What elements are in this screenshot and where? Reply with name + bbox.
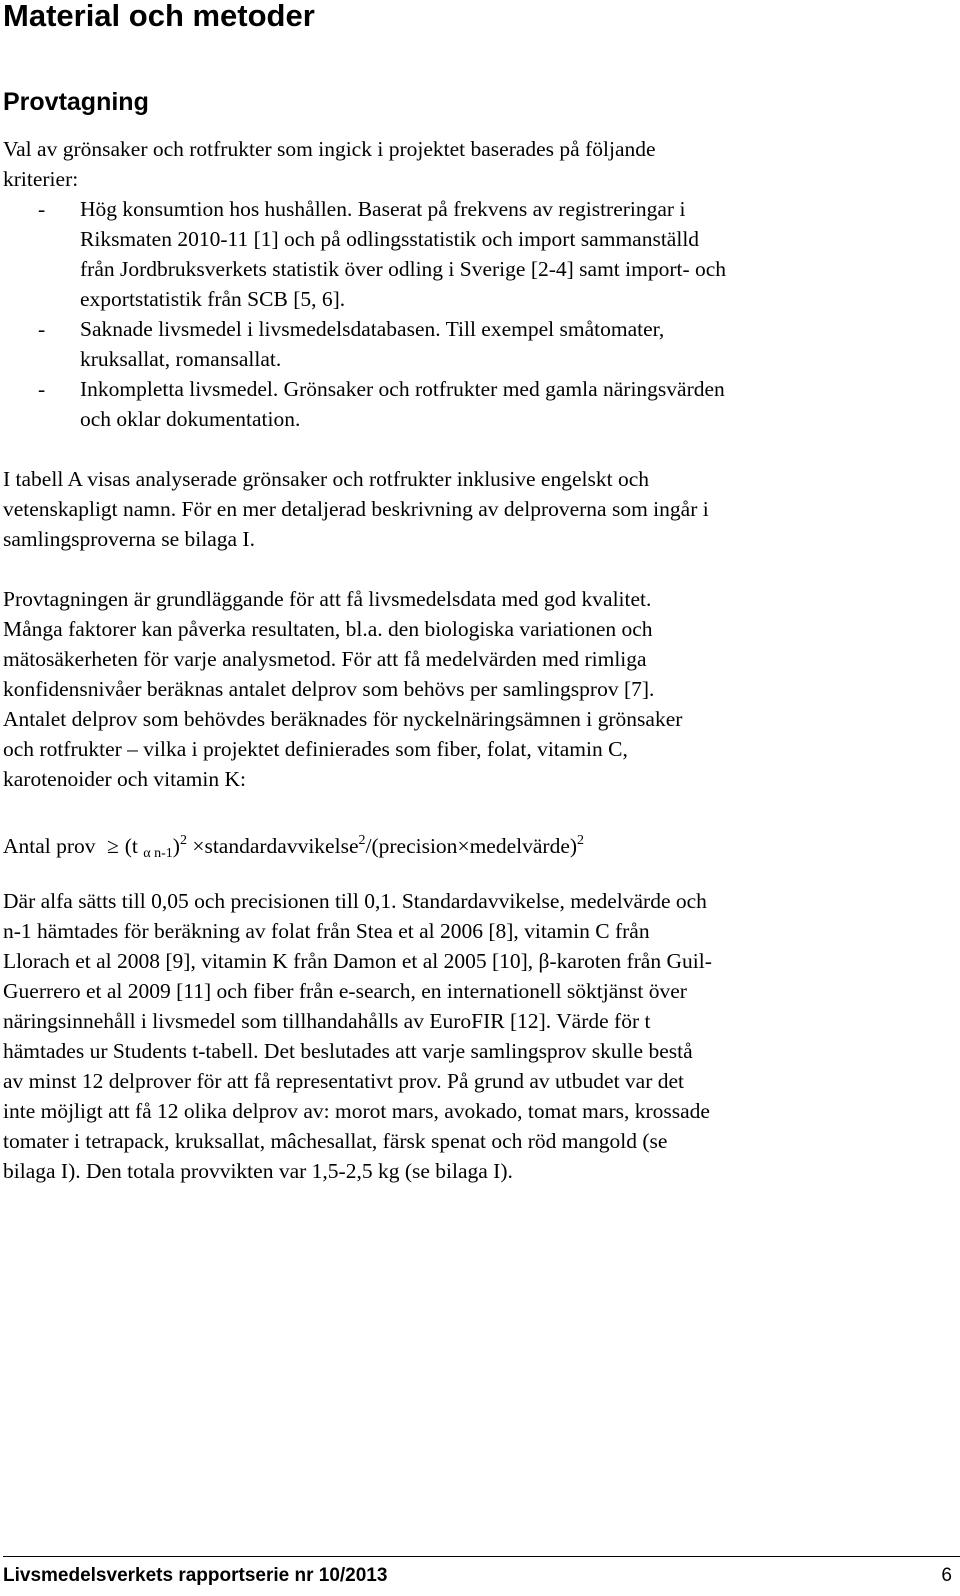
- paragraph-line: näringsinnehåll i livsmedel som tillhandahålls av EuroFIR [12]. Värde för t: [3, 1009, 651, 1033]
- times-symbol: ×: [192, 834, 205, 858]
- paragraph-line: av minst 12 delprover för att få representativt prov. På grund av utbudet var det: [3, 1069, 685, 1093]
- list-item-line: kruksallat, romansallat.: [80, 347, 282, 371]
- footer-divider: [3, 1556, 960, 1557]
- paragraph-line: samlingsproverna se bilaga I.: [3, 527, 255, 551]
- list-item-line: exportstatistik från SCB [5, 6].: [80, 287, 346, 311]
- footer-series: Livsmedelsverkets rapportserie nr 10/2013: [3, 1565, 388, 1586]
- formula-mean: medelvärde): [469, 834, 578, 858]
- formula-exponent: 2: [577, 833, 585, 848]
- list-bullet: -: [38, 377, 46, 401]
- paragraph-line: I tabell A visas analyserade grönsaker och rotfrukter inklusive engelskt och: [3, 467, 649, 491]
- page-number: 6: [941, 1565, 952, 1586]
- paragraph-line: inte möjligt att få 12 olika delprov av: morot mars, avokado, tomat mars, krossade: [3, 1099, 710, 1123]
- paragraph-line: Antalet delprov som behövdes beräknades för nyckelnäringsämnen i grönsaker: [3, 707, 683, 731]
- greater-equal-symbol: ≥: [106, 834, 119, 858]
- formula-sd: standardavvikelse: [204, 834, 359, 858]
- formula-t-close: ): [172, 834, 180, 858]
- paragraph-line: n-1 hämtades för beräkning av folat från Stea et al 2006 [8], vitamin C från: [3, 919, 650, 943]
- list-bullet: -: [38, 317, 46, 341]
- paragraph-line: Llorach et al 2008 [9], vitamin K från Damon et al 2005 [10], β-karoten från Guil-: [3, 949, 712, 973]
- paragraph-line: Provtagningen är grundläggande för att få livsmedelsdata med god kvalitet.: [3, 587, 652, 611]
- times-symbol: ×: [457, 834, 470, 858]
- formula-t-open: (t: [124, 834, 138, 858]
- formula-exponent: 2: [179, 833, 187, 848]
- list-item-line: Saknade livsmedel i livsmedelsdatabasen. Till exempel småtomater,: [80, 317, 665, 341]
- paragraph-line: vetenskapligt namn. För en mer detaljerad beskrivning av delproverna som ingår i: [3, 497, 709, 521]
- paragraph-line: Guerrero et al 2009 [11] och fiber från e-search, en internationell söktjänst över: [3, 979, 687, 1003]
- paragraph-line: konfidensnivåer beräknas antalet delprov som behövs per samlingsprov [7].: [3, 677, 655, 701]
- paragraph-line: Där alfa sätts till 0,05 och precisionen till 0,1. Standardavvikelse, medelvärde och: [3, 889, 707, 913]
- list-item-line: Riksmaten 2010-11 [1] och på odlingsstatistik och import sammanställd: [80, 227, 700, 251]
- paragraph-line: Många faktorer kan påverka resultaten, bl.a. den biologiska variationen och: [3, 617, 653, 641]
- paragraph-line: bilaga I). Den totala provvikten var 1,5-2,5 kg (se bilaga I).: [3, 1159, 513, 1183]
- paragraph-line: karotenoider och vitamin K:: [3, 767, 246, 791]
- list-bullet: -: [38, 197, 46, 221]
- paragraph-line: hämtades ur Students t-tabell. Det beslutades att varje samlingsprov skulle bestå: [3, 1039, 693, 1063]
- list-item-line: Inkompletta livsmedel. Grönsaker och rotfrukter med gamla näringsvärden: [80, 377, 725, 401]
- intro-line: kriterier:: [3, 167, 79, 191]
- formula-t-subscript: α n-1: [143, 846, 173, 861]
- sample-size-formula: [3, 826, 584, 869]
- page-title: Material och metoder: [3, 0, 315, 33]
- formula-lhs: Antal prov: [3, 834, 96, 858]
- formula-exponent: 2: [358, 833, 366, 848]
- list-item-line: Hög konsumtion hos hushållen. Baserat på frekvens av registreringar i: [80, 197, 686, 221]
- section-heading: Provtagning: [3, 88, 149, 116]
- list-item-line: och oklar dokumentation.: [80, 407, 301, 431]
- formula-divisor-open: /(precision: [365, 834, 458, 858]
- paragraph-line: och rotfrukter – vilka i projektet definierades som fiber, folat, vitamin C,: [3, 737, 628, 761]
- intro-line: Val av grönsaker och rotfrukter som ingick i projektet baserades på följande: [3, 137, 656, 161]
- paragraph-line: mätosäkerheten för varje analysmetod. För att få medelvärden med rimliga: [3, 647, 647, 671]
- list-item-line: från Jordbruksverkets statistik över odling i Sverige [2-4] samt import- och: [80, 257, 727, 281]
- paragraph-line: tomater i tetrapack, kruksallat, mâchesallat, färsk spenat och röd mangold (se: [3, 1129, 668, 1153]
